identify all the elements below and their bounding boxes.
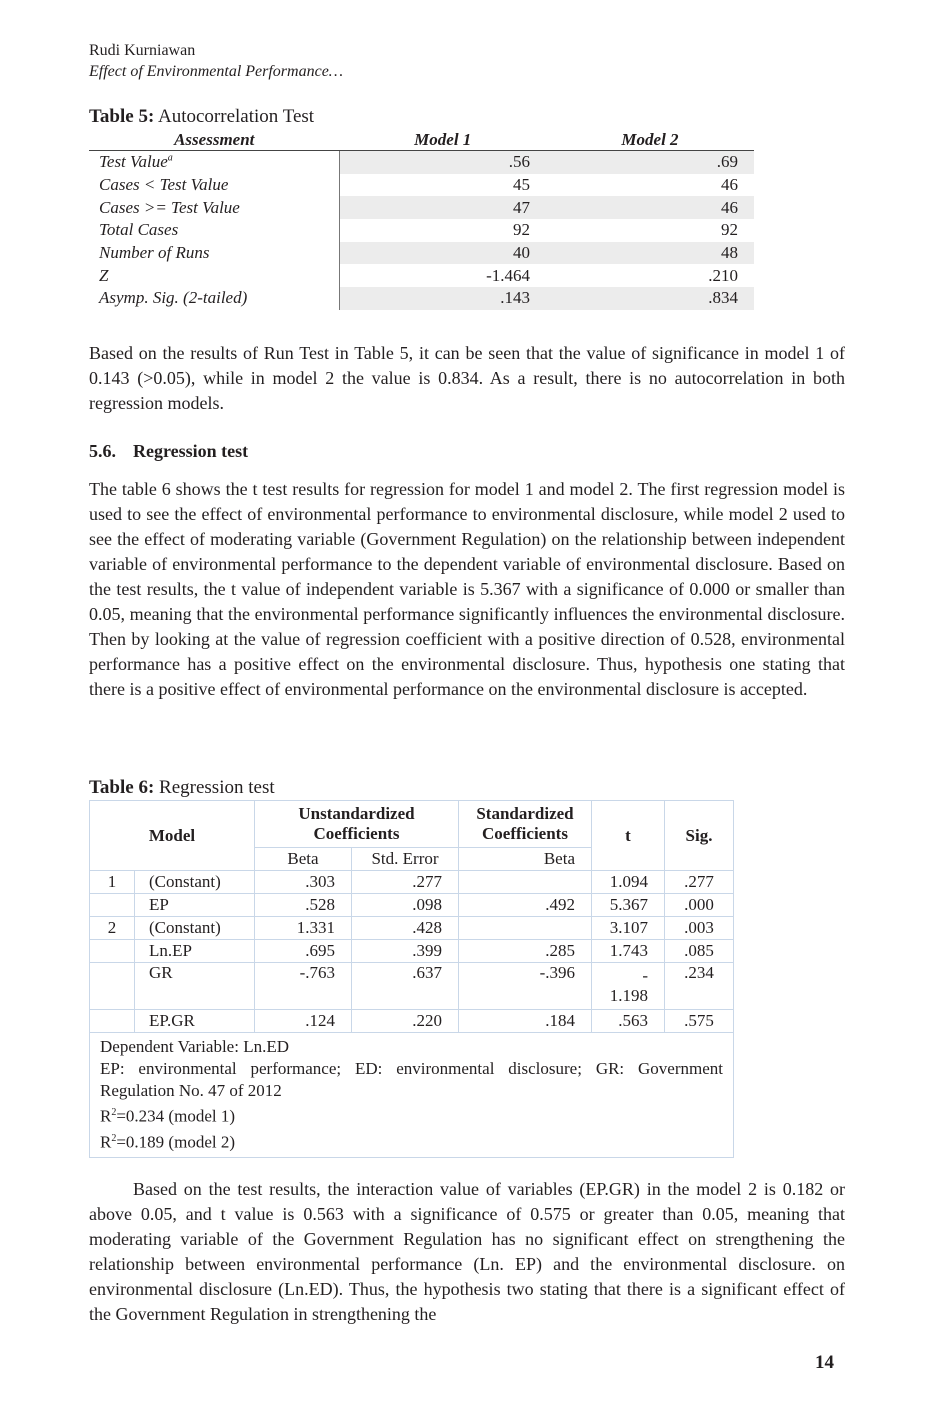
sig-value: .575 <box>665 1010 734 1033</box>
model-number: 1 <box>90 871 135 894</box>
table-row <box>90 1010 734 1033</box>
std-beta-value <box>459 871 592 894</box>
table-row <box>90 963 734 1010</box>
t-value: 3.107 <box>592 917 665 940</box>
model1-value: .56 <box>340 151 547 174</box>
model2-value: 46 <box>721 175 738 195</box>
section-title: Regression test <box>133 441 249 461</box>
table-row <box>89 196 754 219</box>
model1-value: .143 <box>340 287 547 310</box>
model1-value: 92 <box>513 220 530 240</box>
sig-value: .085 <box>665 940 734 963</box>
model1-value: -1.464 <box>486 265 530 285</box>
variable-name: (Constant) <box>135 871 255 894</box>
beta-value: 1.331 <box>255 917 352 940</box>
std-beta-value: .492 <box>459 894 592 917</box>
table-row <box>89 264 754 287</box>
row-label: Number of Runs <box>89 242 340 265</box>
beta-value: -.763 <box>255 963 352 1010</box>
model1-value: 45 <box>513 175 530 195</box>
t-value: 1.743 <box>592 940 665 963</box>
variable-name: Ln.EP <box>135 940 255 963</box>
table-row <box>90 940 734 963</box>
row-label: Cases >= Test Value <box>89 196 340 219</box>
table-row <box>89 242 754 265</box>
model2-value: 46 <box>546 196 754 219</box>
table5-col-model2: Model 2 <box>546 130 754 151</box>
table5-caption-text: Autocorrelation Test <box>154 106 315 127</box>
paragraph-regression: The table 6 shows the t test results for regression for model 1 and model 2. The first regression model is used to see the effect of environmental performance to environmental disclosure, while model 2 used to see the effect of moderating variable (Government Regulation) on the relationship between independent variable of environmental performance to the dependent variable of environmental disclosure. Based on the test results, the t value of independent variable is 5.367 with a significance of 0.000 or smaller than 0.05, meaning that the environmental performance significantly influences the environmental disclosure. Then by looking at the value of regression coefficient with a positive direction of 0.528, environmental performance has a positive effect on the environmental disclosure. Thus, hypothesis one stating that there is a positive effect of environmental performance on the environmental disclosure is accepted. <box>89 479 845 699</box>
beta-value: .528 <box>255 894 352 917</box>
note-r2-model2: $R^2=0.189$ (model 2) <box>100 1132 235 1152</box>
std-beta-value: .285 <box>459 940 592 963</box>
row-label: Cases < Test Value <box>89 174 340 197</box>
row-label: Total Cases <box>89 219 340 242</box>
std-beta-value: .184 <box>459 1010 592 1033</box>
beta-value: .303 <box>255 871 352 894</box>
model2-value: 92 <box>721 220 738 240</box>
sig-value: .234 <box>665 963 734 1010</box>
table-row <box>90 894 734 917</box>
table-row <box>89 174 754 197</box>
model2-value: .834 <box>546 287 754 310</box>
model1-value: 47 <box>340 196 547 219</box>
std-beta-value: -.396 <box>459 963 592 1010</box>
model-number <box>90 940 135 963</box>
table5-caption <box>89 106 314 128</box>
std-error-value: .220 <box>352 1010 459 1033</box>
t-value: .563 <box>592 1010 665 1033</box>
paragraph-run-test: Based on the results of Run Test in Table 5, it can be seen that the value of significance in model 1 of 0.143 (>0.05), while in model 2 the value is 0.834. As a result, there is no autocorrelation in both regression models. <box>89 343 845 413</box>
beta-value: .124 <box>255 1010 352 1033</box>
page-number: 14 <box>815 1352 834 1373</box>
section-heading <box>89 441 248 462</box>
variable-name: GR <box>135 963 255 1010</box>
table5-col-model1: Model 1 <box>340 130 547 151</box>
table6-caption <box>89 777 275 799</box>
sig-value: .277 <box>665 871 734 894</box>
model2-value: .69 <box>546 151 754 174</box>
table-notes-row <box>90 1033 734 1158</box>
std-error-value: .637 <box>352 963 459 1010</box>
autocorrelation-table <box>89 130 754 310</box>
t-value: - 1.198 <box>592 963 665 1010</box>
sig-value: .000 <box>665 894 734 917</box>
col-std-beta: Beta <box>459 848 592 871</box>
std-error-value: .428 <box>352 917 459 940</box>
regression-table <box>89 800 734 1158</box>
model1-value: 40 <box>340 242 547 265</box>
header-author: Rudi Kurniawan <box>89 42 196 59</box>
section-number: 5.6. <box>89 441 116 461</box>
variable-name: EP.GR <box>135 1010 255 1033</box>
col-beta: Beta <box>255 848 352 871</box>
std-error-value: .399 <box>352 940 459 963</box>
row-label: Test Value$^a$ <box>89 151 340 174</box>
table5-caption-label: Table 5: <box>89 106 155 127</box>
col-t: t <box>592 801 665 871</box>
table-notes <box>90 1033 734 1158</box>
note-abbreviations: EP: environmental performance; ED: environmental disclosure; GR: Government Regulation No. 47 of 2012 <box>100 1059 723 1100</box>
std-error-value: .277 <box>352 871 459 894</box>
model-number <box>90 894 135 917</box>
t-value: 5.367 <box>592 894 665 917</box>
note-r2-model1: $R^2=0.234$ (model 1) <box>100 1106 235 1126</box>
table6-caption-label: Table 6: <box>89 777 155 798</box>
model-number <box>90 1010 135 1033</box>
table-row <box>90 917 734 940</box>
variable-name: EP <box>135 894 255 917</box>
col-sig: Sig. <box>665 801 734 871</box>
note-dependent-variable: Dependent Variable: Ln.ED <box>100 1037 289 1056</box>
table5-col-assessment: Assessment <box>89 130 340 151</box>
header-short-title: Effect of Environmental Performance… <box>89 63 344 80</box>
row-label: Z <box>89 264 340 287</box>
col-model: Model <box>90 801 255 871</box>
sig-value: .003 <box>665 917 734 940</box>
std-error-value: .098 <box>352 894 459 917</box>
col-unstandardized: Unstandardized Coefficients <box>255 801 459 848</box>
model2-value: 48 <box>546 242 754 265</box>
table-row <box>89 287 754 310</box>
table-row <box>89 151 754 174</box>
row-label: Asymp. Sig. (2-tailed) <box>89 287 340 310</box>
variable-name: (Constant) <box>135 917 255 940</box>
table-row <box>90 871 734 894</box>
paragraph-moderation: Based on the test results, the interaction value of variables (EP.GR) in the model 2 is 0.182 or above 0.05, and t value is 0.563 with a significance of 0.575 or greater than 0.05, meaning that moderating variable of the Government Regulation has no significant effect on strengthening the relationship between environmental performance (Ln. EP) and the environmental disclosure. on environmental disclosure (Ln.ED). Thus, the hypothesis two stating that there is a significant effect of the Government Regulation in strengthening the <box>89 1179 845 1324</box>
model2-value: .210 <box>708 265 738 285</box>
beta-value: .695 <box>255 940 352 963</box>
t-value: 1.094 <box>592 871 665 894</box>
std-beta-value <box>459 917 592 940</box>
model-number: 2 <box>90 917 135 940</box>
table-row <box>89 219 754 242</box>
col-std-error: Std. Error <box>352 848 459 871</box>
table6-caption-text: Regression test <box>154 777 275 798</box>
model-number <box>90 963 135 1010</box>
col-standardized: Standardized Coefficients <box>459 801 592 848</box>
running-header <box>89 40 343 82</box>
